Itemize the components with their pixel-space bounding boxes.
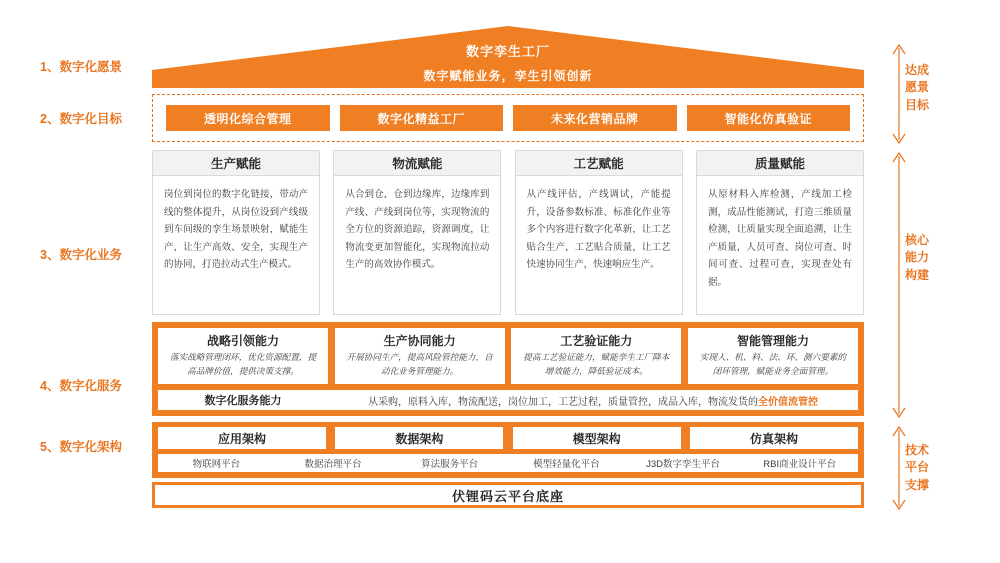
architecture-box-row <box>158 427 858 449</box>
platform-item[interactable]: 模型轻量化平台 <box>533 459 600 470</box>
service-container <box>152 322 864 416</box>
service-card[interactable] <box>158 328 328 384</box>
service-card[interactable] <box>688 328 858 384</box>
platform-row <box>158 454 858 472</box>
architecture-box[interactable]: 模型架构 <box>513 427 681 449</box>
vision-title: 数字孪生工厂 <box>465 43 550 59</box>
vision-subtitle: 数字赋能业务，孪生引领创新 <box>423 68 593 83</box>
service-capability-text-plain: 从采购，原料入库，物流配送，岗位加工，工艺过程，质量管控，成品入库，物流发货的 <box>368 396 758 408</box>
platform-base-label: 伏锂码云平台底座 <box>155 485 861 505</box>
banner-shape <box>152 26 864 88</box>
bracket-core-capability-shape <box>884 150 914 420</box>
platform-item[interactable]: RBI商业设计平台 <box>763 459 837 470</box>
goal-box-2[interactable]: 数字化精益工厂 <box>340 105 504 131</box>
platform-item[interactable]: 算法服务平台 <box>421 459 479 470</box>
platform-item[interactable]: 物联网平台 <box>192 459 241 470</box>
service-card-title: 生产协同能力 <box>383 334 456 348</box>
service-card-desc: 开展协同生产，提高风险管控能力，自动化业务管理能力。 <box>346 352 493 376</box>
goals-container <box>152 94 864 142</box>
business-card-title: 物流赋能 <box>333 150 501 176</box>
business-card-title: 质量赋能 <box>696 150 864 176</box>
service-capability-text-highlight: 全价值流管控 <box>758 396 818 408</box>
service-card-desc: 提高工艺验证能力，赋能孪生工厂降本增效能力，降低验证成本。 <box>523 352 670 376</box>
business-card-title: 工艺赋能 <box>515 150 683 176</box>
service-card-desc: 实现人、机、料、法、环、测六要素的闭环管理，赋能业务全面管理。 <box>699 352 847 376</box>
platform-item[interactable]: 数据治理平台 <box>304 459 362 470</box>
business-card[interactable] <box>333 150 501 315</box>
service-card-title: 战略引领能力 <box>206 334 279 348</box>
business-card-desc: 从原材料入库检测，产线加工检测，成品性能测试，打造三维质量检测，让质量实现全面追溯，让生产质量，人员可查、岗位可查、时间可查、过程可查，实现查处有据。 <box>696 176 864 315</box>
platform-item[interactable]: J3D数字孪生平台 <box>646 459 720 470</box>
business-card-desc: 从合到仓，仓到边缘库，边缘库到产线、产线到岗位等，实现物流的全方位的资源追踪，资源调度，让物流变更加智能化，实现物流拉动生产的高效协作模式。 <box>333 176 501 315</box>
service-card-title: 工艺验证能力 <box>560 334 633 348</box>
service-card-title: 智能管理能力 <box>736 334 809 348</box>
row-label-goal: 2、数字化目标 <box>40 112 122 126</box>
platform-base-container <box>152 482 864 508</box>
bracket-label-vision-goal: 达成愿景目标 <box>904 63 929 112</box>
service-capability-label: 数字化服务能力 <box>204 395 282 407</box>
bracket-label-core-capability: 核心能力构建 <box>904 233 929 282</box>
vision-banner <box>152 26 864 88</box>
architecture-container <box>152 422 864 478</box>
business-container <box>152 150 864 315</box>
goal-box-3[interactable]: 未来化营销品牌 <box>513 105 677 131</box>
business-card[interactable] <box>696 150 864 315</box>
architecture-box[interactable]: 数据架构 <box>335 427 503 449</box>
service-card-row <box>158 328 858 384</box>
business-card[interactable] <box>515 150 683 315</box>
service-capability-text <box>328 393 858 408</box>
service-card[interactable] <box>511 328 681 384</box>
bracket-core-capability <box>884 150 974 420</box>
service-card[interactable] <box>335 328 505 384</box>
row-label-architecture: 5、数字化架构 <box>40 440 122 454</box>
business-card-title: 生产赋能 <box>152 150 320 176</box>
goal-box-1[interactable]: 透明化综合管理 <box>166 105 330 131</box>
goal-box-4[interactable]: 智能化仿真验证 <box>687 105 851 131</box>
business-card-desc: 从产线评估，产线调试，产能提升，设备参数标准、标准化作业等多个内容进行数字化革新，让工艺贴合生产，工艺贴合质量，让工艺快速协同生产，快速响应生产。 <box>515 176 683 315</box>
row-label-vision: 1、数字化愿景 <box>40 60 122 74</box>
row-label-service: 4、数字化服务 <box>40 379 122 393</box>
service-capability-bar <box>158 390 858 410</box>
architecture-box[interactable]: 应用架构 <box>158 427 326 449</box>
business-card[interactable] <box>152 150 320 315</box>
row-label-business: 3、数字化业务 <box>40 248 122 262</box>
bracket-label-tech-support: 技术平台支撑 <box>904 443 929 492</box>
service-card-desc: 落实战略管理闭环，优化资源配置，提高品牌价值，提供决策支撑。 <box>169 352 317 376</box>
architecture-box[interactable]: 仿真架构 <box>690 427 858 449</box>
business-card-desc: 岗位到岗位的数字化链接，带动产线的整体提升，从岗位设到产线级到车间级的孪生场景映射，赋能生产，让生产高效、安全，实现生产的协同，打造拉动式生产模式。 <box>152 176 320 315</box>
